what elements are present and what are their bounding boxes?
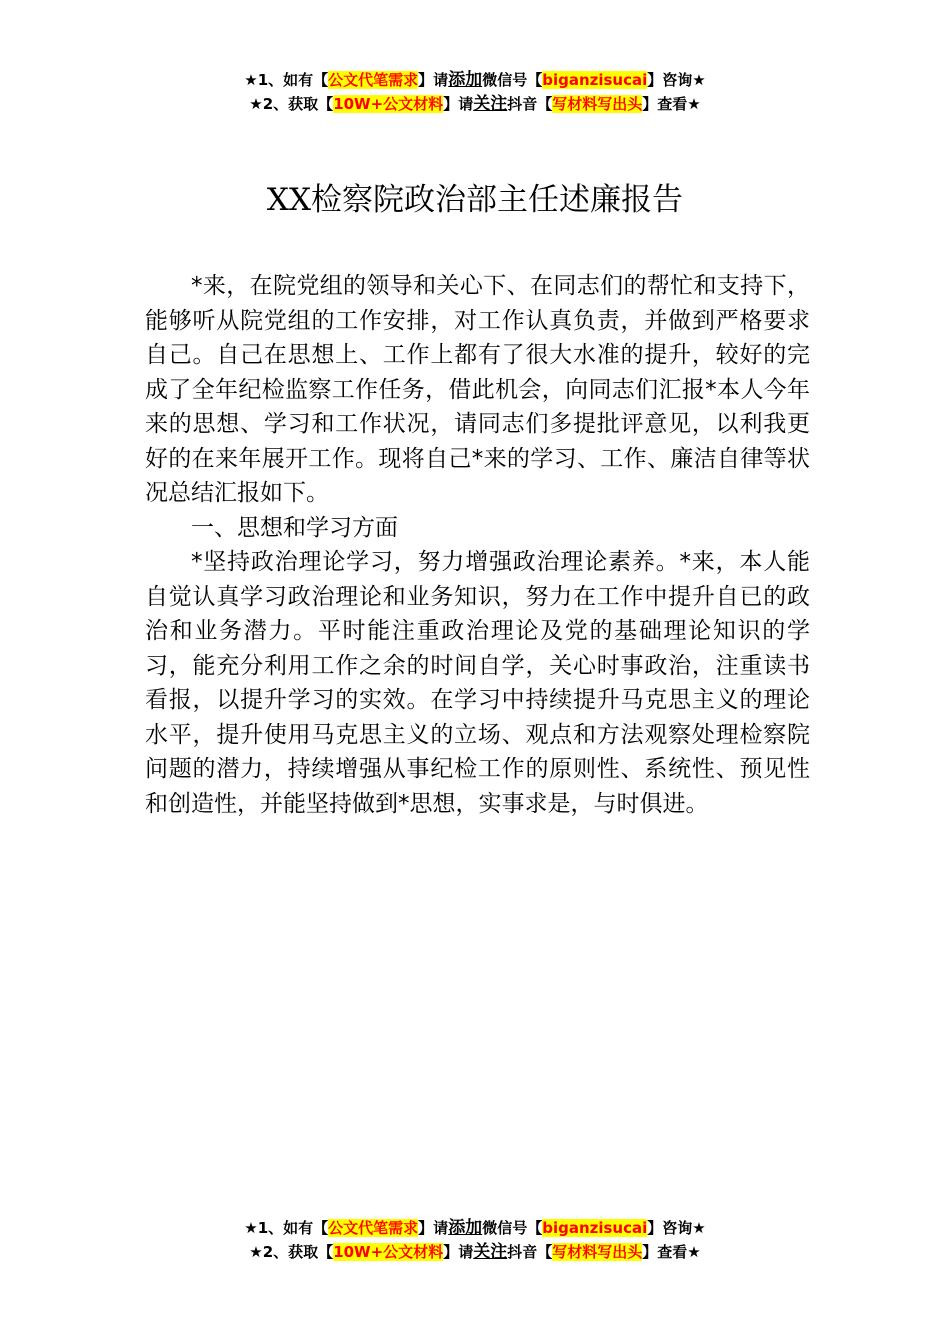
banner-text: ★2、获取【 [249, 95, 334, 113]
banner-highlight-wechat-id: biganzisucai [542, 1219, 648, 1237]
banner-text: 抖音【 [507, 95, 553, 113]
banner-highlight-douyin: 写材料写出头 [552, 1243, 643, 1261]
banner-highlight-materials: 10W+公文材料 [333, 1243, 444, 1261]
banner-underline-add: 添加 [448, 1218, 483, 1238]
banner-line-1 [0, 68, 950, 92]
banner-underline-follow: 关注 [473, 94, 508, 114]
banner-text: ★2、获取【 [249, 1243, 334, 1261]
banner-text: 】咨询★ [647, 1219, 706, 1237]
banner-text: 微信号【 [482, 1219, 543, 1237]
header-banner [0, 68, 950, 116]
paragraph-intro: *来，在院党组的领导和关心下、在同志们的帮忙和支持下，能够听从院党组的工作安排，对工作认真负责，并做到严格要求自己。自己在思想上、工作上都有了很大水准的提升，较好的完成了全年纪检监察工作任务，借此机会，向同志们汇报*本人今年来的思想、学习和工作状况，请同志们多提批评意见，以利我更好的在来年展开工作。现将自己*来的学习、工作、廉洁自律等状况总结汇报如下。 [145, 273, 810, 506]
banner-text: ★1、如有【 [244, 1219, 329, 1237]
banner-underline-add: 添加 [448, 70, 483, 90]
banner-text: 】查看★ [642, 95, 701, 113]
banner-text: 】查看★ [642, 1243, 701, 1261]
banner-text: ★1、如有【 [244, 71, 329, 89]
banner-text: 微信号【 [482, 71, 543, 89]
banner-line-2 [0, 92, 950, 116]
banner-text: 抖音【 [507, 1243, 553, 1261]
banner-text: 】请 [418, 71, 449, 89]
banner-line-2 [0, 1240, 950, 1264]
banner-text: 】咨询★ [647, 71, 706, 89]
paragraph-study: *坚持政治理论学习，努力增强政治理论素养。*来，本人能自觉认真学习政治理论和业务知识，努力在工作中提升自已的政治和业务潜力。平时能注重政治理论及党的基础理论知识的学习，能充分利用工作之余的时间自学，关心时事政治，注重读书看报，以提升学习的实效。在学习中持续提升马克思主义的理论水平，提升使用马克思主义的立场、观点和方法观察处理检察院问题的潜力，持续增强从事纪检工作的原则性、系统性、预见性和创造性，并能坚持做到*思想，实事求是，与时俱进。 [145, 549, 810, 817]
banner-highlight-materials: 10W+公文材料 [333, 95, 444, 113]
footer-banner [0, 1216, 950, 1264]
banner-text: 】请 [443, 1243, 474, 1261]
banner-highlight-service: 公文代笔需求 [328, 71, 419, 89]
section-heading: 一、思想和学习方面 [191, 514, 398, 541]
banner-highlight-wechat-id: biganzisucai [542, 71, 648, 89]
document-body [145, 269, 810, 821]
document-title: XX检察院政治部主任述廉报告 [266, 182, 684, 218]
banner-highlight-douyin: 写材料写出头 [552, 95, 643, 113]
banner-text: 】请 [443, 95, 474, 113]
banner-text: 】请 [418, 1219, 449, 1237]
banner-underline-follow: 关注 [473, 1242, 508, 1262]
banner-highlight-service: 公文代笔需求 [328, 1219, 419, 1237]
banner-line-1 [0, 1216, 950, 1240]
